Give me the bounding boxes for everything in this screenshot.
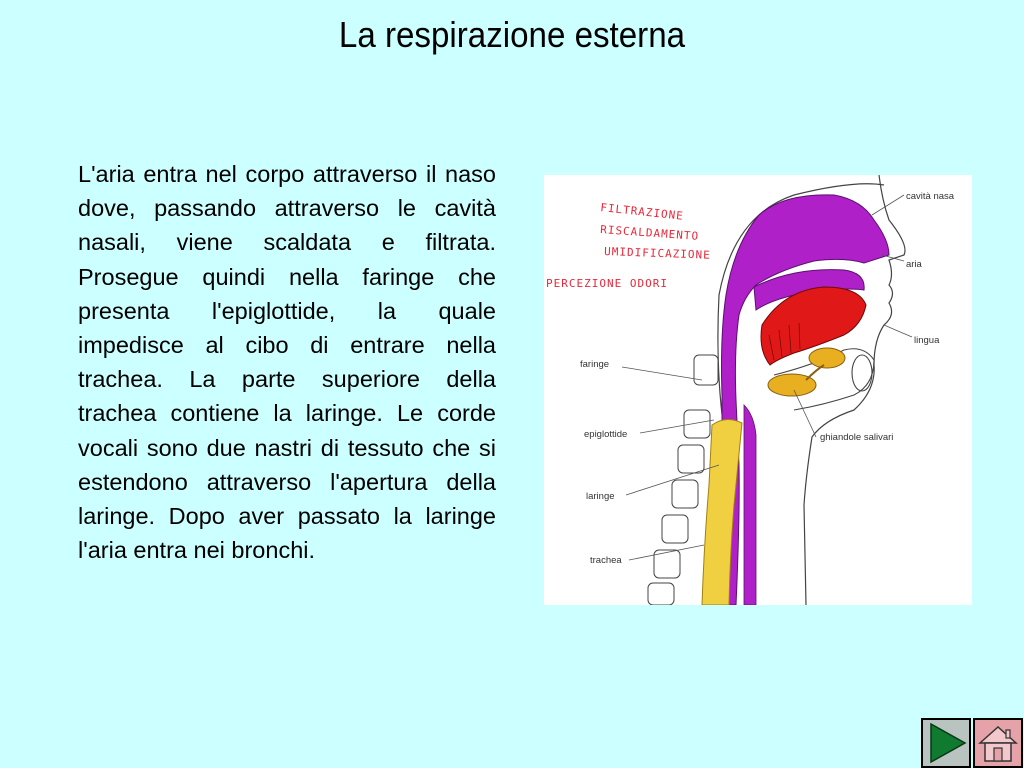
note-smell: PERCEZIONE ODORI [546,277,668,290]
label-epiglottis: epiglottide [584,429,628,440]
respiratory-anatomy-diagram [544,175,972,605]
slide-body-text [78,157,496,567]
label-larynx: laringe [586,491,615,502]
home-button[interactable] [973,718,1023,768]
label-salivary-glands: ghiandole salivari [820,432,894,443]
play-arrow-icon [923,720,969,766]
anatomy-illustration [544,175,972,605]
salivary-gland-1 [809,348,845,368]
home-icon [975,720,1021,766]
label-trachea: trachea [590,555,622,566]
note-filtration: FILTRAZIONE [599,201,685,223]
label-air: aria [906,259,922,270]
slide-title: La respirazione esterna [338,14,686,55]
next-slide-button[interactable] [921,718,971,768]
note-heating: RISCALDAMENTO [599,223,700,243]
label-pharynx: faringe [580,359,610,370]
label-tongue: lingua [914,335,940,346]
label-nasal-cavity: cavità nasa [906,191,955,202]
note-humidification: UMIDIFICAZIONE [603,245,712,262]
body-paragraph: L'aria entra nel corpo attraverso il naso dove, passando attraverso le cavità nasali, viene scaldata e filtrata. Prosegue quindi nella faringe che presenta l'epiglottide, la quale impedisce al cibo di entrare nella trachea. La parte superiore della trachea contiene la laringe. Le corde vocali sono due nastri di tessuto che si estendono attraverso l'apertura della laringe. Dopo aver passato la laringe l'aria entra nei bronchi. [78,161,496,564]
